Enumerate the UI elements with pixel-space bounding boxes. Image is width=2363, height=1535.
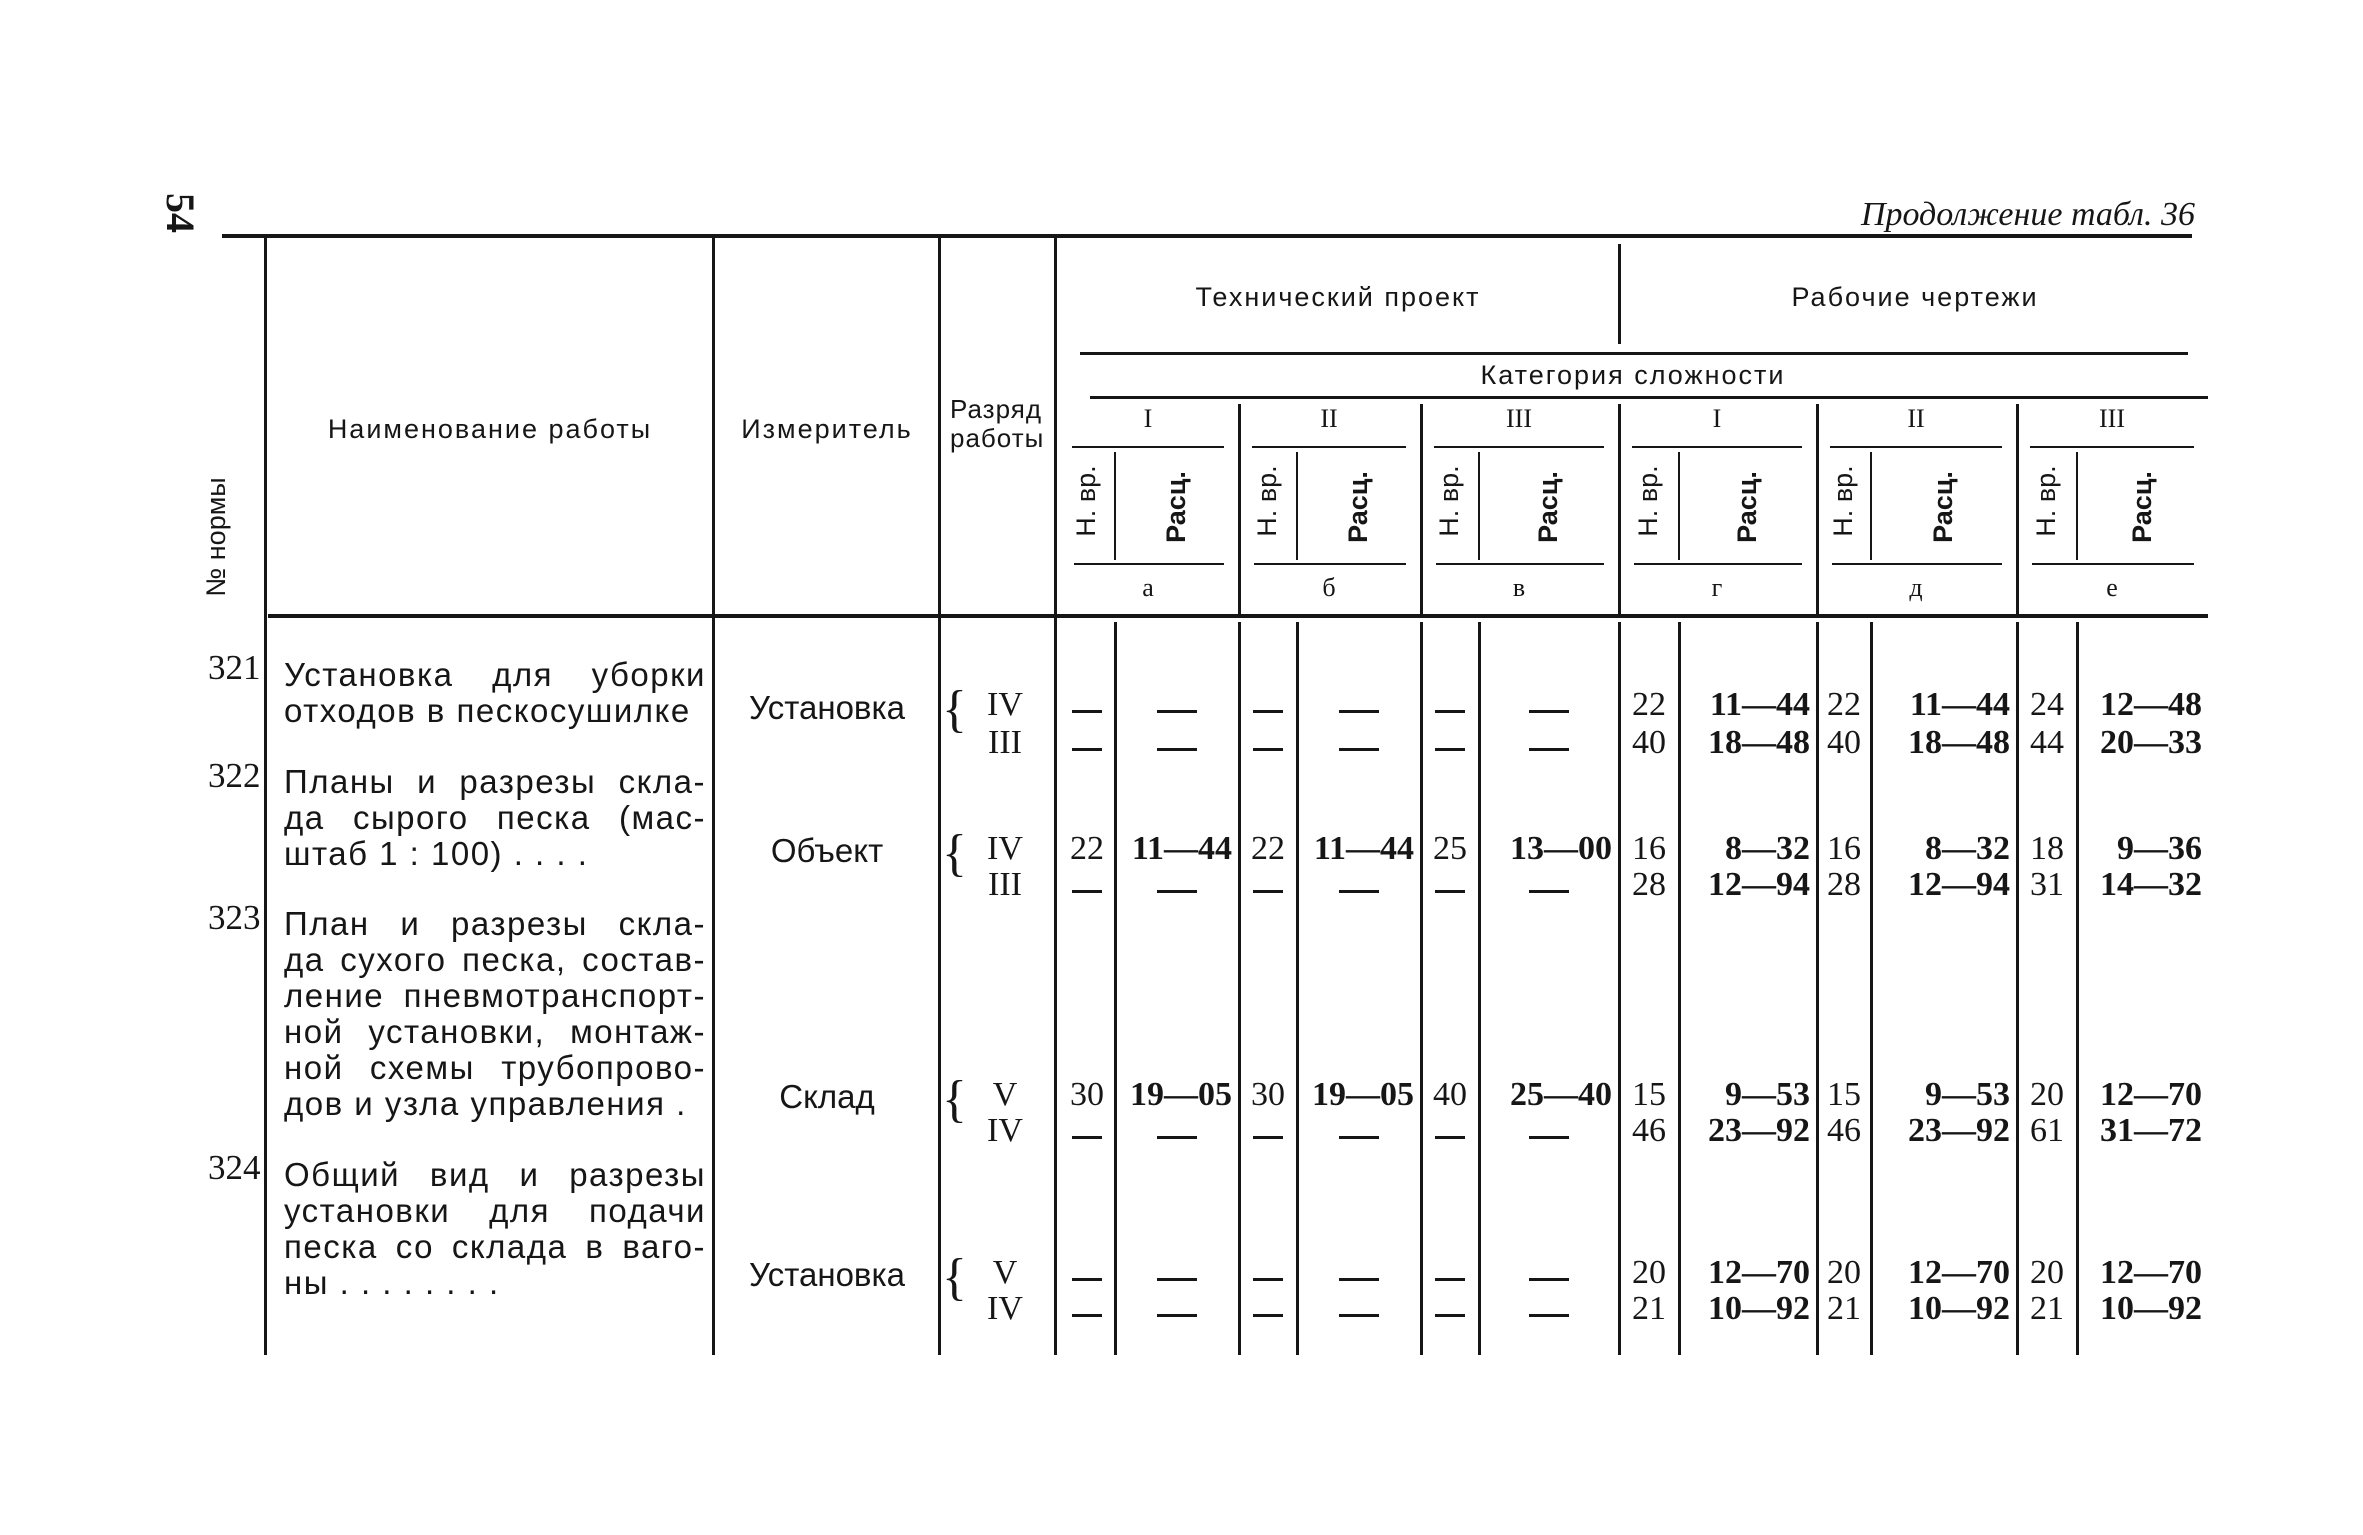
row-rank: III: [988, 724, 1022, 761]
value-norm-time: 25: [1433, 830, 1467, 867]
header-bottom-rule: [268, 614, 2208, 618]
header-group-work: Рабочие чертежи: [1791, 282, 2039, 312]
header-letter-6: е: [2106, 573, 2118, 602]
subcol-divider: [1678, 452, 1680, 560]
value-norm-time: 18: [2030, 830, 2064, 867]
row-name-line: ны . . . . . . . .: [284, 1264, 500, 1301]
value-norm-time: 40: [1827, 724, 1861, 761]
value-dash: [1072, 748, 1102, 751]
value-rate: 11—44: [1709, 686, 1810, 723]
value-dash: [1435, 1136, 1465, 1139]
value-dash: [1072, 710, 1102, 713]
rank-brace: {: [942, 1249, 967, 1306]
value-norm-time: 16: [1827, 830, 1861, 867]
header-rasc: Расц.: [1928, 471, 1958, 543]
letter-rule: [1832, 563, 2002, 565]
header-category-4: I: [1712, 404, 1722, 433]
category-divider: [2016, 404, 2019, 614]
header-category-2: II: [1320, 404, 1338, 433]
header-group-tech: Технический проект: [1195, 282, 1481, 312]
value-rate: 18—48: [1908, 724, 2010, 761]
header-rasc: Расц.: [2127, 471, 2157, 543]
col-divider-1: [264, 238, 267, 1355]
value-dash: [1253, 1278, 1283, 1281]
value-dash: [1157, 748, 1197, 751]
header-category-6: III: [2099, 404, 2125, 433]
page-number: 54: [158, 193, 203, 233]
value-rate: 8—32: [1725, 830, 1810, 867]
row-name-line: Установка для уборки: [284, 656, 706, 693]
row-unit: Установка: [749, 689, 905, 726]
body-col-line: [1618, 622, 1621, 1355]
row-name-line: штаб 1 : 100) . . . .: [284, 835, 589, 872]
body-col-line: [1054, 622, 1057, 1355]
row-unit: Склад: [779, 1078, 875, 1115]
value-dash: [1157, 1314, 1197, 1317]
value-dash: [1529, 1136, 1569, 1139]
subcol-divider: [2076, 452, 2078, 560]
value-rate: 11—44: [1909, 686, 2010, 723]
value-dash: [1529, 1314, 1569, 1317]
value-norm-time: 21: [2030, 1290, 2064, 1327]
letter-rule: [1436, 563, 1604, 565]
body-col-line: [2016, 622, 2019, 1355]
row-rank: IV: [987, 830, 1023, 867]
letter-rule: [1254, 563, 1406, 565]
category-divider: [1238, 404, 1241, 614]
header-letter-2: б: [1322, 573, 1336, 602]
header-nvr: Н. вр.: [1071, 465, 1101, 537]
value-norm-time: 22: [1827, 686, 1861, 723]
row-name-line: ление пневмотранспорт-: [284, 977, 706, 1014]
value-dash: [1157, 710, 1197, 713]
value-dash: [1435, 1278, 1465, 1281]
value-norm-time: 20: [1632, 1254, 1666, 1291]
header-rank-line1: Разряд: [950, 394, 1042, 424]
row-rank: III: [988, 866, 1022, 903]
body-subcol-line: [1678, 622, 1681, 1355]
value-dash: [1435, 710, 1465, 713]
row-name-line: дов и узла управления .: [284, 1085, 687, 1122]
row-name-line: песка со склада в ваго-: [284, 1228, 706, 1265]
header-rownum: № нормы: [201, 477, 231, 597]
row-name-line: установки для подачи: [284, 1192, 706, 1229]
value-dash: [1253, 1314, 1283, 1317]
value-rate: 20—33: [2100, 724, 2202, 761]
value-rate: 10—92: [2100, 1290, 2202, 1327]
table-caption: Продолжение табл. 36: [1860, 196, 2195, 233]
header-nvr: Н. вр.: [2031, 465, 2061, 537]
value-rate: 19—05: [1130, 1076, 1232, 1113]
rank-brace: {: [942, 681, 967, 738]
group-rule: [1080, 352, 2188, 355]
value-dash: [1072, 1136, 1102, 1139]
value-dash: [1339, 1136, 1379, 1139]
value-dash: [1157, 1278, 1197, 1281]
value-rate: 13—00: [1510, 830, 1612, 867]
body-col-line: [1816, 622, 1819, 1355]
header-nvr: Н. вр.: [1633, 465, 1663, 537]
value-rate: 12—70: [2100, 1076, 2202, 1113]
header-category-1: I: [1143, 404, 1153, 433]
value-dash: [1253, 1136, 1283, 1139]
row-name-line: ной схемы трубопрово-: [284, 1049, 706, 1086]
row-name-line: ной установки, монтаж-: [284, 1013, 706, 1050]
subcol-divider: [1870, 452, 1872, 560]
value-norm-time: 28: [1827, 866, 1861, 903]
header-category-3: III: [1506, 404, 1532, 433]
value-norm-time: 15: [1632, 1076, 1666, 1113]
value-rate: 23—92: [1908, 1112, 2010, 1149]
body-subcol-line: [2076, 622, 2079, 1355]
letter-rule: [1074, 563, 1224, 565]
complexity-rule: [1090, 396, 2208, 399]
body-col-line: [1420, 622, 1423, 1355]
value-rate: 14—32: [2100, 866, 2202, 903]
value-norm-time: 61: [2030, 1112, 2064, 1149]
value-dash: [1339, 1314, 1379, 1317]
value-norm-time: 31: [2030, 866, 2064, 903]
table-top-rule: [222, 234, 2192, 238]
value-dash: [1157, 1136, 1197, 1139]
header-letter-1: а: [1142, 573, 1154, 602]
value-norm-time: 46: [1827, 1112, 1861, 1149]
value-dash: [1529, 890, 1569, 893]
value-rate: 10—92: [1908, 1290, 2010, 1327]
header-nvr: Н. вр.: [1434, 465, 1464, 537]
group-divider: [1618, 244, 1621, 344]
header-letter-5: д: [1909, 573, 1923, 602]
value-dash: [1072, 890, 1102, 893]
row-number: 324: [208, 1148, 261, 1187]
header-complexity: Категория сложности: [1480, 360, 1786, 390]
row-rank: IV: [987, 686, 1023, 723]
header-rank: [950, 395, 1044, 453]
body-subcol-line: [1296, 622, 1299, 1355]
value-rate: 9—36: [2117, 830, 2202, 867]
header-rasc: Расц.: [1161, 471, 1191, 543]
value-rate: 18—48: [1708, 724, 1810, 761]
subcol-divider: [1296, 452, 1298, 560]
value-norm-time: 24: [2030, 686, 2064, 723]
header-letter-3: в: [1512, 573, 1526, 602]
header-category-5: II: [1907, 404, 1925, 433]
value-norm-time: 15: [1827, 1076, 1861, 1113]
value-rate: 23—92: [1708, 1112, 1810, 1149]
body-subcol-line: [1478, 622, 1481, 1355]
letter-rule: [2032, 563, 2194, 565]
value-rate: 19—05: [1312, 1076, 1414, 1113]
value-norm-time: 30: [1070, 1076, 1104, 1113]
row-rank: IV: [987, 1112, 1023, 1149]
value-norm-time: 40: [1632, 724, 1666, 761]
value-norm-time: 21: [1827, 1290, 1861, 1327]
value-rate: 9—53: [1725, 1076, 1810, 1113]
category-divider: [1816, 404, 1819, 614]
value-dash: [1339, 748, 1379, 751]
row-rank: IV: [987, 1290, 1023, 1327]
row-number: 323: [208, 898, 261, 937]
value-dash: [1529, 710, 1569, 713]
value-rate: 12—94: [1908, 866, 2010, 903]
header-unit: Измеритель: [741, 414, 913, 444]
value-dash: [1253, 710, 1283, 713]
value-norm-time: 22: [1070, 830, 1104, 867]
body-subcol-line: [1870, 622, 1873, 1355]
value-norm-time: 22: [1632, 686, 1666, 723]
row-rank: V: [992, 1076, 1018, 1113]
value-dash: [1253, 748, 1283, 751]
value-norm-time: 40: [1433, 1076, 1467, 1113]
col-divider-2: [712, 238, 715, 1355]
row-name-line: Общий вид и разрезы: [284, 1156, 706, 1193]
row-unit: Установка: [749, 1256, 905, 1293]
value-dash: [1435, 748, 1465, 751]
category-divider: [1618, 404, 1621, 614]
header-nvr: Н. вр.: [1828, 465, 1858, 537]
value-dash: [1157, 890, 1197, 893]
value-dash: [1435, 890, 1465, 893]
value-rate: 11—44: [1313, 830, 1414, 867]
value-norm-time: 44: [2030, 724, 2064, 761]
value-norm-time: 28: [1632, 866, 1666, 903]
value-norm-time: 16: [1632, 830, 1666, 867]
value-dash: [1072, 1314, 1102, 1317]
row-name-line: План и разрезы скла-: [284, 905, 706, 942]
value-norm-time: 20: [1827, 1254, 1861, 1291]
row-name-line: отходов в пескосушилке: [284, 692, 691, 729]
row-unit: Объект: [770, 832, 884, 869]
value-norm-time: 20: [2030, 1254, 2064, 1291]
value-rate: 8—32: [1925, 830, 2010, 867]
value-dash: [1339, 890, 1379, 893]
value-rate: 11—44: [1131, 830, 1232, 867]
value-norm-time: 46: [1632, 1112, 1666, 1149]
value-dash: [1435, 1314, 1465, 1317]
value-dash: [1529, 1278, 1569, 1281]
value-rate: 10—92: [1708, 1290, 1810, 1327]
value-norm-time: 21: [1632, 1290, 1666, 1327]
header-rank-line2: работы: [950, 423, 1045, 453]
header-rasc: Расц.: [1732, 471, 1762, 543]
value-dash: [1529, 748, 1569, 751]
header-rasc: Расц.: [1533, 471, 1563, 543]
value-dash: [1072, 1278, 1102, 1281]
value-rate: 12—70: [1908, 1254, 2010, 1291]
header-rasc: Расц.: [1343, 471, 1373, 543]
subcol-divider: [1114, 452, 1116, 560]
row-name-line: да сырого песка (мас-: [284, 799, 706, 836]
value-norm-time: 20: [2030, 1076, 2064, 1113]
header-letter-4: г: [1711, 573, 1723, 602]
col-divider-3: [938, 238, 941, 1355]
value-rate: 12—70: [2100, 1254, 2202, 1291]
row-number: 321: [208, 648, 261, 687]
category-divider: [1420, 404, 1423, 614]
value-rate: 25—40: [1510, 1076, 1612, 1113]
header-nvr: Н. вр.: [1252, 465, 1282, 537]
header-name: Наименование работы: [327, 414, 653, 444]
rank-brace: {: [942, 825, 967, 882]
value-norm-time: 22: [1251, 830, 1285, 867]
value-rate: 31—72: [2100, 1112, 2202, 1149]
value-rate: 12—48: [2100, 686, 2202, 723]
rank-brace: {: [942, 1071, 967, 1128]
row-rank: V: [992, 1254, 1018, 1291]
body-subcol-line: [1114, 622, 1117, 1355]
value-rate: 12—94: [1708, 866, 1810, 903]
row-name-line: Планы и разрезы скла-: [284, 763, 706, 800]
value-dash: [1253, 890, 1283, 893]
subcol-divider: [1478, 452, 1480, 560]
value-rate: 12—70: [1708, 1254, 1810, 1291]
value-rate: 9—53: [1925, 1076, 2010, 1113]
value-norm-time: 30: [1251, 1076, 1285, 1113]
letter-rule: [1634, 563, 1802, 565]
body-col-line: [1238, 622, 1241, 1355]
row-number: 322: [208, 756, 261, 795]
row-name-line: да сухого песка, состав-: [284, 941, 706, 978]
value-dash: [1339, 710, 1379, 713]
value-dash: [1339, 1278, 1379, 1281]
